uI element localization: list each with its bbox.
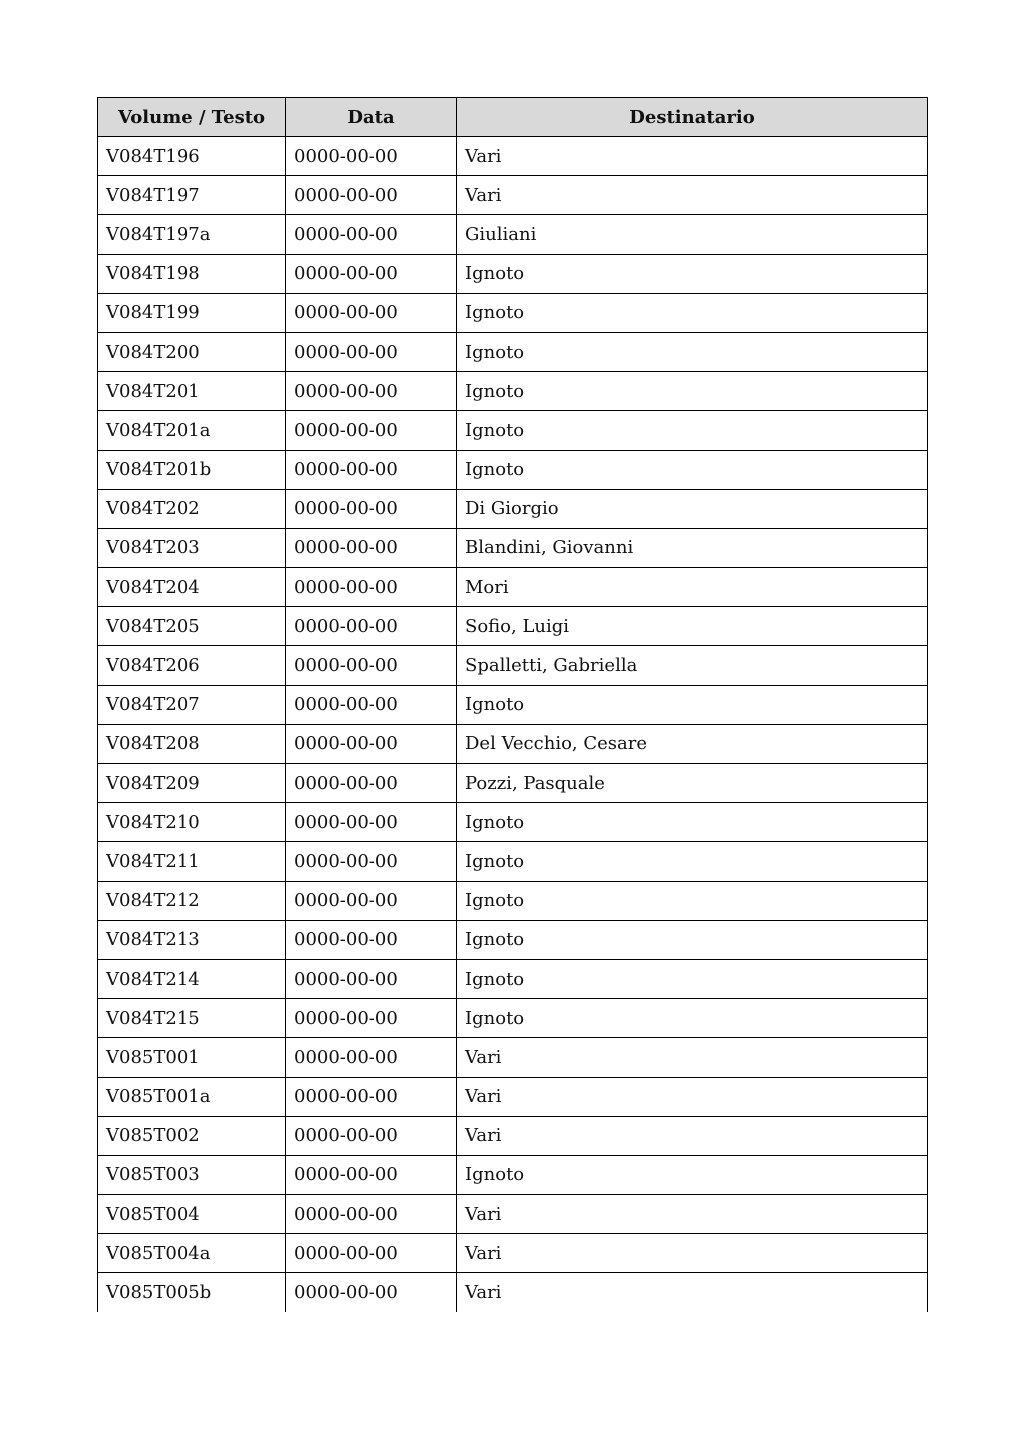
destinatario-cell: Ignoto (457, 1155, 928, 1194)
destinatario-cell: Ignoto (457, 450, 928, 489)
table-row (98, 528, 928, 567)
table-row (98, 411, 928, 450)
volume-testo-cell: V084T201a (98, 411, 286, 450)
table-row (98, 1038, 928, 1077)
table-header (98, 98, 928, 137)
table-row (98, 724, 928, 763)
destinatario-cell: Pozzi, Pasquale (457, 764, 928, 803)
data-cell: 0000-00-00 (286, 1155, 457, 1194)
data-cell: 0000-00-00 (286, 724, 457, 763)
destinatario-cell: Sofio, Luigi (457, 607, 928, 646)
volume-testo-cell: V084T214 (98, 959, 286, 998)
data-cell: 0000-00-00 (286, 411, 457, 450)
table-row (98, 137, 928, 176)
destinatario-cell: Vari (457, 1116, 928, 1155)
destinatario-cell: Giuliani (457, 215, 928, 254)
volume-testo-cell: V084T212 (98, 881, 286, 920)
destinatario-cell: Vari (457, 1195, 928, 1234)
table-row (98, 1234, 928, 1273)
data-cell: 0000-00-00 (286, 920, 457, 959)
data-cell: 0000-00-00 (286, 959, 457, 998)
volume-testo-cell: V084T201b (98, 450, 286, 489)
destinatario-cell: Ignoto (457, 372, 928, 411)
destinatario-cell: Vari (457, 176, 928, 215)
column-header-destinatario: Destinatario (457, 98, 928, 137)
volume-testo-cell: V085T005b (98, 1273, 286, 1312)
data-cell: 0000-00-00 (286, 137, 457, 176)
data-cell: 0000-00-00 (286, 646, 457, 685)
table-row (98, 489, 928, 528)
table-row (98, 920, 928, 959)
data-cell: 0000-00-00 (286, 803, 457, 842)
table-row (98, 999, 928, 1038)
letters-table (97, 97, 928, 1312)
destinatario-cell: Ignoto (457, 920, 928, 959)
data-cell: 0000-00-00 (286, 1234, 457, 1273)
volume-testo-cell: V084T213 (98, 920, 286, 959)
table-row (98, 254, 928, 293)
destinatario-cell: Blandini, Giovanni (457, 528, 928, 567)
volume-testo-cell: V084T197a (98, 215, 286, 254)
volume-testo-cell: V085T004a (98, 1234, 286, 1273)
volume-testo-cell: V084T200 (98, 332, 286, 371)
table-row (98, 1195, 928, 1234)
table-row (98, 959, 928, 998)
volume-testo-cell: V084T196 (98, 137, 286, 176)
volume-testo-cell: V084T208 (98, 724, 286, 763)
table-row (98, 803, 928, 842)
data-cell: 0000-00-00 (286, 999, 457, 1038)
destinatario-cell: Mori (457, 568, 928, 607)
destinatario-cell: Ignoto (457, 411, 928, 450)
data-cell: 0000-00-00 (286, 607, 457, 646)
volume-testo-cell: V084T203 (98, 528, 286, 567)
data-cell: 0000-00-00 (286, 450, 457, 489)
data-cell: 0000-00-00 (286, 842, 457, 881)
destinatario-cell: Del Vecchio, Cesare (457, 724, 928, 763)
destinatario-cell: Ignoto (457, 881, 928, 920)
volume-testo-cell: V084T205 (98, 607, 286, 646)
table-row (98, 1155, 928, 1194)
table-body (98, 137, 928, 1313)
table-row (98, 215, 928, 254)
destinatario-cell: Ignoto (457, 803, 928, 842)
destinatario-cell: Ignoto (457, 332, 928, 371)
table-row (98, 646, 928, 685)
data-cell: 0000-00-00 (286, 215, 457, 254)
destinatario-cell: Ignoto (457, 999, 928, 1038)
volume-testo-cell: V085T001a (98, 1077, 286, 1116)
volume-testo-cell: V085T001 (98, 1038, 286, 1077)
table-row (98, 176, 928, 215)
destinatario-cell: Di Giorgio (457, 489, 928, 528)
data-cell: 0000-00-00 (286, 176, 457, 215)
volume-testo-cell: V084T206 (98, 646, 286, 685)
table-row (98, 1273, 928, 1312)
volume-testo-cell: V084T197 (98, 176, 286, 215)
destinatario-cell: Vari (457, 1038, 928, 1077)
destinatario-cell: Vari (457, 1234, 928, 1273)
destinatario-cell: Spalletti, Gabriella (457, 646, 928, 685)
table-row (98, 685, 928, 724)
volume-testo-cell: V084T198 (98, 254, 286, 293)
volume-testo-cell: V084T211 (98, 842, 286, 881)
volume-testo-cell: V085T002 (98, 1116, 286, 1155)
volume-testo-cell: V084T201 (98, 372, 286, 411)
column-header-data: Data (286, 98, 457, 137)
table-row (98, 332, 928, 371)
table-row (98, 1116, 928, 1155)
table-row (98, 764, 928, 803)
data-cell: 0000-00-00 (286, 1038, 457, 1077)
data-cell: 0000-00-00 (286, 1195, 457, 1234)
volume-testo-cell: V084T215 (98, 999, 286, 1038)
destinatario-cell: Ignoto (457, 959, 928, 998)
data-cell: 0000-00-00 (286, 489, 457, 528)
column-header-volume-testo: Volume / Testo (98, 98, 286, 137)
data-cell: 0000-00-00 (286, 1077, 457, 1116)
table-row (98, 372, 928, 411)
header-row (98, 98, 928, 137)
table-row (98, 568, 928, 607)
volume-testo-cell: V085T003 (98, 1155, 286, 1194)
data-cell: 0000-00-00 (286, 332, 457, 371)
volume-testo-cell: V084T210 (98, 803, 286, 842)
destinatario-cell: Vari (457, 137, 928, 176)
data-cell: 0000-00-00 (286, 528, 457, 567)
volume-testo-cell: V084T209 (98, 764, 286, 803)
destinatario-cell: Ignoto (457, 685, 928, 724)
data-cell: 0000-00-00 (286, 568, 457, 607)
data-cell: 0000-00-00 (286, 881, 457, 920)
volume-testo-cell: V085T004 (98, 1195, 286, 1234)
destinatario-cell: Vari (457, 1273, 928, 1312)
table-row (98, 450, 928, 489)
data-cell: 0000-00-00 (286, 685, 457, 724)
volume-testo-cell: V084T202 (98, 489, 286, 528)
volume-testo-cell: V084T199 (98, 293, 286, 332)
data-cell: 0000-00-00 (286, 293, 457, 332)
table-row (98, 607, 928, 646)
volume-testo-cell: V084T207 (98, 685, 286, 724)
data-cell: 0000-00-00 (286, 1273, 457, 1312)
data-cell: 0000-00-00 (286, 254, 457, 293)
table-row (98, 293, 928, 332)
destinatario-cell: Ignoto (457, 293, 928, 332)
destinatario-cell: Ignoto (457, 842, 928, 881)
destinatario-cell: Ignoto (457, 254, 928, 293)
volume-testo-cell: V084T204 (98, 568, 286, 607)
data-cell: 0000-00-00 (286, 1116, 457, 1155)
table-row (98, 842, 928, 881)
data-cell: 0000-00-00 (286, 372, 457, 411)
destinatario-cell: Vari (457, 1077, 928, 1116)
data-cell: 0000-00-00 (286, 764, 457, 803)
table-row (98, 881, 928, 920)
table-row (98, 1077, 928, 1116)
